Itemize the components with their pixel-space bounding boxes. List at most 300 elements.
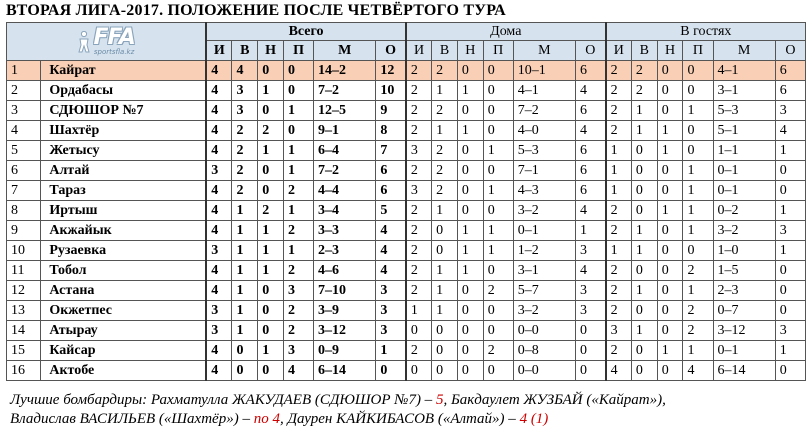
all-stat-cell: 8 — [376, 121, 406, 141]
all-stat-cell: 1 — [258, 141, 284, 161]
away-stat-cell: 1 — [606, 141, 632, 161]
all-stat-cell: 1 — [283, 101, 313, 121]
home-stat-cell: 4–1 — [513, 81, 575, 101]
col-header-home-0: И — [406, 41, 432, 61]
home-stat-cell: 0–8 — [513, 341, 575, 361]
all-stat-cell: 0 — [232, 341, 258, 361]
all-stat-cell: 0 — [258, 361, 284, 381]
group-all: Всего — [206, 23, 406, 41]
col-header-all-4: М — [314, 41, 376, 61]
all-stat-cell: 14–2 — [314, 61, 376, 81]
home-stat-cell: 1 — [432, 281, 458, 301]
home-stat-cell: 0 — [457, 101, 483, 121]
table-row — [7, 321, 806, 341]
all-stat-cell: 9–1 — [314, 121, 376, 141]
home-stat-cell: 2 — [432, 161, 458, 181]
home-stat-cell: 0 — [483, 81, 513, 101]
all-stat-cell: 2–3 — [314, 241, 376, 261]
all-stat-cell: 1 — [232, 241, 258, 261]
all-stat-cell: 7–10 — [314, 281, 376, 301]
all-stat-cell: 1 — [258, 221, 284, 241]
all-stat-cell: 2 — [232, 141, 258, 161]
scorers-text-2: , Бакдаулет ЖУЗБАЙ («Кайрат»), — [443, 392, 666, 408]
position-cell: 6 — [7, 161, 41, 181]
team-name-cell: Алтай — [41, 161, 206, 181]
home-stat-cell: 0 — [432, 321, 458, 341]
position-cell: 14 — [7, 321, 41, 341]
col-header-home-4: М — [513, 41, 575, 61]
col-header-away-2: Н — [657, 41, 683, 61]
position-cell: 3 — [7, 101, 41, 121]
away-stat-cell: 0 — [657, 161, 683, 181]
away-stat-cell: 1–5 — [713, 261, 775, 281]
all-stat-cell: 4 — [206, 261, 232, 281]
home-stat-cell: 2 — [483, 281, 513, 301]
home-stat-cell: 3 — [576, 281, 606, 301]
all-stat-cell: 6 — [376, 161, 406, 181]
away-stat-cell: 3 — [775, 221, 805, 241]
team-name-cell: Актобе — [41, 361, 206, 381]
col-header-away-4: М — [713, 41, 775, 61]
away-stat-cell: 2 — [606, 281, 632, 301]
position-cell: 5 — [7, 141, 41, 161]
home-stat-cell: 0 — [483, 61, 513, 81]
all-stat-cell: 6–4 — [314, 141, 376, 161]
standings-table — [6, 22, 806, 381]
away-stat-cell: 3 — [775, 321, 805, 341]
away-stat-cell: 0 — [631, 141, 657, 161]
scorers-text-3: Владислав ВАСИЛЬЕВ («Шахтёр») – — [10, 411, 254, 427]
away-stat-cell: 0 — [657, 221, 683, 241]
home-stat-cell: 2 — [406, 261, 432, 281]
away-stat-cell: 2–3 — [713, 281, 775, 301]
all-stat-cell: 4 — [206, 101, 232, 121]
all-stat-cell: 0 — [258, 161, 284, 181]
home-stat-cell: 0 — [457, 201, 483, 221]
away-stat-cell: 0 — [657, 101, 683, 121]
all-stat-cell: 1 — [283, 201, 313, 221]
away-stat-cell: 0 — [775, 281, 805, 301]
all-stat-cell: 3 — [232, 81, 258, 101]
home-stat-cell: 0 — [432, 341, 458, 361]
all-stat-cell: 1 — [232, 261, 258, 281]
away-stat-cell: 0 — [631, 161, 657, 181]
away-stat-cell: 2 — [606, 221, 632, 241]
home-stat-cell: 1 — [432, 301, 458, 321]
home-stat-cell: 1 — [483, 241, 513, 261]
home-stat-cell: 5–7 — [513, 281, 575, 301]
all-stat-cell: 4 — [206, 281, 232, 301]
all-stat-cell: 4 — [206, 361, 232, 381]
home-stat-cell: 0–1 — [513, 221, 575, 241]
all-stat-cell: 1 — [258, 341, 284, 361]
home-stat-cell: 3 — [576, 301, 606, 321]
col-header-home-3: П — [483, 41, 513, 61]
team-name-cell: СДЮШОР №7 — [41, 101, 206, 121]
all-stat-cell: 0 — [258, 321, 284, 341]
home-stat-cell: 3 — [576, 241, 606, 261]
table-row — [7, 301, 806, 321]
home-stat-cell: 1 — [457, 241, 483, 261]
position-cell: 16 — [7, 361, 41, 381]
home-stat-cell: 4–3 — [513, 181, 575, 201]
standings-body — [7, 61, 806, 381]
all-stat-cell: 3 — [206, 301, 232, 321]
all-stat-cell: 3 — [376, 321, 406, 341]
all-stat-cell: 7 — [376, 141, 406, 161]
away-stat-cell: 0 — [775, 261, 805, 281]
all-stat-cell: 6–14 — [314, 361, 376, 381]
all-stat-cell: 0 — [283, 61, 313, 81]
all-stat-cell: 1 — [232, 301, 258, 321]
all-stat-cell: 1 — [376, 341, 406, 361]
team-name-cell: Иртыш — [41, 201, 206, 221]
scorers-goals-1: 5 — [435, 392, 444, 408]
col-header-away-5: О — [775, 41, 805, 61]
away-stat-cell: 0 — [631, 341, 657, 361]
home-stat-cell: 2 — [406, 101, 432, 121]
home-stat-cell: 2 — [432, 61, 458, 81]
all-stat-cell: 4 — [206, 201, 232, 221]
table-row — [7, 81, 806, 101]
home-stat-cell: 1 — [457, 121, 483, 141]
away-stat-cell: 1 — [657, 121, 683, 141]
all-stat-cell: 4 — [376, 261, 406, 281]
away-stat-cell: 1 — [683, 181, 713, 201]
home-stat-cell: 1 — [483, 221, 513, 241]
home-stat-cell: 0 — [483, 121, 513, 141]
home-stat-cell: 1 — [483, 141, 513, 161]
home-stat-cell: 0 — [483, 161, 513, 181]
logo-cell — [7, 23, 207, 61]
home-stat-cell: 0 — [483, 101, 513, 121]
home-stat-cell: 1 — [432, 121, 458, 141]
away-stat-cell: 3–2 — [713, 221, 775, 241]
away-stat-cell: 0 — [657, 321, 683, 341]
all-stat-cell: 2 — [232, 181, 258, 201]
away-stat-cell: 1 — [631, 121, 657, 141]
scorers-goals-2: по 4 — [253, 411, 280, 427]
all-stat-cell: 4 — [206, 141, 232, 161]
away-stat-cell: 1 — [631, 241, 657, 261]
page-title: ВТОРАЯ ЛИГА-2017. ПОЛОЖЕНИЕ ПОСЛЕ ЧЕТВЁРТОГО ТУРА — [6, 2, 506, 19]
away-stat-cell: 0 — [631, 181, 657, 201]
away-stat-cell: 0 — [683, 81, 713, 101]
home-stat-cell: 2 — [406, 341, 432, 361]
team-name-cell: Тараз — [41, 181, 206, 201]
home-stat-cell: 0 — [457, 321, 483, 341]
all-stat-cell: 3 — [232, 101, 258, 121]
all-stat-cell: 3 — [376, 281, 406, 301]
away-stat-cell: 0 — [775, 361, 805, 381]
all-stat-cell: 1 — [283, 141, 313, 161]
team-name-cell: Астана — [41, 281, 206, 301]
away-stat-cell: 1 — [631, 321, 657, 341]
all-stat-cell: 4 — [206, 81, 232, 101]
all-stat-cell: 0 — [283, 121, 313, 141]
position-cell: 12 — [7, 281, 41, 301]
col-header-all-3: П — [283, 41, 313, 61]
home-stat-cell: 3–2 — [513, 301, 575, 321]
group-away: В гостях — [606, 23, 806, 41]
all-stat-cell: 3 — [206, 161, 232, 181]
home-stat-cell: 3–2 — [513, 201, 575, 221]
away-stat-cell: 0 — [657, 361, 683, 381]
all-stat-cell: 7–2 — [314, 161, 376, 181]
home-stat-cell: 2 — [432, 101, 458, 121]
all-stat-cell: 3 — [283, 281, 313, 301]
away-stat-cell: 2 — [606, 301, 632, 321]
all-stat-cell: 9 — [376, 101, 406, 121]
table-row — [7, 141, 806, 161]
away-stat-cell: 1 — [683, 201, 713, 221]
away-stat-cell: 1 — [683, 221, 713, 241]
all-stat-cell: 12–5 — [314, 101, 376, 121]
home-stat-cell: 4 — [576, 201, 606, 221]
home-stat-cell: 1 — [457, 81, 483, 101]
all-stat-cell: 0 — [232, 361, 258, 381]
home-stat-cell: 0 — [432, 221, 458, 241]
home-stat-cell: 6 — [576, 181, 606, 201]
home-stat-cell: 0 — [457, 141, 483, 161]
home-stat-cell: 1 — [406, 301, 432, 321]
home-stat-cell: 0 — [457, 61, 483, 81]
home-stat-cell: 0 — [483, 201, 513, 221]
position-cell: 11 — [7, 261, 41, 281]
home-stat-cell: 6 — [576, 161, 606, 181]
all-stat-cell: 2 — [258, 201, 284, 221]
home-stat-cell: 3 — [406, 141, 432, 161]
all-stat-cell: 3 — [206, 321, 232, 341]
home-stat-cell: 0 — [483, 361, 513, 381]
col-header-all-2: Н — [258, 41, 284, 61]
away-stat-cell: 0 — [657, 61, 683, 81]
all-stat-cell: 2 — [258, 121, 284, 141]
home-stat-cell: 4 — [576, 81, 606, 101]
away-stat-cell: 1 — [606, 241, 632, 261]
team-name-cell: Кайсар — [41, 341, 206, 361]
away-stat-cell: 1 — [683, 101, 713, 121]
away-stat-cell: 1 — [683, 341, 713, 361]
away-stat-cell: 2 — [683, 301, 713, 321]
table-row — [7, 341, 806, 361]
top-scorers-note — [10, 391, 806, 429]
away-stat-cell: 5–3 — [713, 101, 775, 121]
all-stat-cell: 1 — [258, 261, 284, 281]
away-stat-cell: 1 — [631, 221, 657, 241]
all-stat-cell: 4 — [376, 221, 406, 241]
all-stat-cell: 4 — [232, 61, 258, 81]
all-stat-cell: 3–3 — [314, 221, 376, 241]
team-name-cell: Тобол — [41, 261, 206, 281]
away-stat-cell: 2 — [606, 201, 632, 221]
all-stat-cell: 3 — [283, 341, 313, 361]
table-row — [7, 121, 806, 141]
home-stat-cell: 0 — [483, 301, 513, 321]
home-stat-cell: 0 — [576, 341, 606, 361]
away-stat-cell: 2 — [606, 121, 632, 141]
away-stat-cell: 0 — [683, 141, 713, 161]
away-stat-cell: 0 — [657, 281, 683, 301]
team-name-cell: Жетысу — [41, 141, 206, 161]
logo-text: FFA — [93, 24, 135, 50]
team-name-cell: Кайрат — [41, 61, 206, 81]
away-stat-cell: 0 — [657, 261, 683, 281]
away-stat-cell: 3 — [775, 101, 805, 121]
player-icon — [77, 31, 91, 53]
home-stat-cell: 0–0 — [513, 361, 575, 381]
all-stat-cell: 3 — [206, 241, 232, 261]
away-stat-cell: 1 — [683, 281, 713, 301]
home-stat-cell: 6 — [576, 141, 606, 161]
home-stat-cell: 0 — [483, 261, 513, 281]
col-header-all-0: И — [206, 41, 232, 61]
home-stat-cell: 0 — [576, 321, 606, 341]
home-stat-cell: 3 — [406, 181, 432, 201]
away-stat-cell: 1 — [775, 341, 805, 361]
away-stat-cell: 4–1 — [713, 61, 775, 81]
away-stat-cell: 1 — [657, 141, 683, 161]
home-stat-cell: 4 — [576, 261, 606, 281]
all-stat-cell: 0 — [376, 361, 406, 381]
home-stat-cell: 0 — [457, 181, 483, 201]
table-row — [7, 181, 806, 201]
away-stat-cell: 2 — [631, 81, 657, 101]
home-stat-cell: 2 — [406, 161, 432, 181]
home-stat-cell: 7–1 — [513, 161, 575, 181]
home-stat-cell: 2 — [406, 241, 432, 261]
home-stat-cell: 2 — [406, 81, 432, 101]
all-stat-cell: 4 — [206, 61, 232, 81]
away-stat-cell: 4 — [606, 361, 632, 381]
all-stat-cell: 4 — [206, 121, 232, 141]
home-stat-cell: 5–3 — [513, 141, 575, 161]
home-stat-cell: 1 — [432, 261, 458, 281]
team-name-cell: Шахтёр — [41, 121, 206, 141]
position-cell: 15 — [7, 341, 41, 361]
all-stat-cell: 3–4 — [314, 201, 376, 221]
scorers-text-1: Лучшие бомбардиры: Рахматулла ЖАКУДАЕВ (СДЮШОР №7) – — [10, 392, 436, 408]
home-stat-cell: 0 — [483, 321, 513, 341]
scorers-text-4: , Даурен КАЙКИБАСОВ («Алтай») – — [279, 411, 520, 427]
team-name-cell: Окжетпес — [41, 301, 206, 321]
table-row — [7, 361, 806, 381]
col-header-all-1: В — [232, 41, 258, 61]
all-stat-cell: 3 — [376, 301, 406, 321]
home-stat-cell: 0 — [457, 361, 483, 381]
all-stat-cell: 4–4 — [314, 181, 376, 201]
table-row — [7, 281, 806, 301]
all-stat-cell: 2 — [232, 121, 258, 141]
all-stat-cell: 2 — [232, 161, 258, 181]
away-stat-cell: 2 — [606, 341, 632, 361]
all-stat-cell: 1 — [283, 161, 313, 181]
all-stat-cell: 0 — [283, 81, 313, 101]
all-stat-cell: 1 — [283, 241, 313, 261]
away-stat-cell: 0 — [631, 361, 657, 381]
logo-subtext: sportsfla.kz — [93, 47, 135, 56]
position-cell: 4 — [7, 121, 41, 141]
team-name-cell: Акжайык — [41, 221, 206, 241]
col-header-away-1: В — [631, 41, 657, 61]
home-stat-cell: 1–2 — [513, 241, 575, 261]
away-stat-cell: 1 — [775, 141, 805, 161]
away-stat-cell: 1 — [683, 161, 713, 181]
position-cell: 8 — [7, 201, 41, 221]
away-stat-cell: 2 — [631, 61, 657, 81]
home-stat-cell: 0 — [406, 321, 432, 341]
away-stat-cell: 3–12 — [713, 321, 775, 341]
home-stat-cell: 1 — [457, 221, 483, 241]
away-stat-cell: 0–7 — [713, 301, 775, 321]
away-stat-cell: 2 — [606, 61, 632, 81]
home-stat-cell: 2 — [406, 201, 432, 221]
away-stat-cell: 6–14 — [713, 361, 775, 381]
home-stat-cell: 4–0 — [513, 121, 575, 141]
table-row — [7, 221, 806, 241]
home-stat-cell: 10–1 — [513, 61, 575, 81]
away-stat-cell: 1–0 — [713, 241, 775, 261]
home-stat-cell: 2 — [406, 281, 432, 301]
table-row — [7, 241, 806, 261]
all-stat-cell: 1 — [232, 281, 258, 301]
team-name-cell: Атырау — [41, 321, 206, 341]
away-stat-cell: 2 — [606, 101, 632, 121]
away-stat-cell: 1 — [657, 341, 683, 361]
group-home: Дома — [406, 23, 606, 41]
away-stat-cell: 6 — [775, 61, 805, 81]
all-stat-cell: 1 — [232, 201, 258, 221]
away-stat-cell: 1 — [606, 161, 632, 181]
away-stat-cell: 1 — [775, 201, 805, 221]
position-cell: 1 — [7, 61, 41, 81]
team-name-cell: Рузаевка — [41, 241, 206, 261]
all-stat-cell: 10 — [376, 81, 406, 101]
away-stat-cell: 0–1 — [713, 181, 775, 201]
home-stat-cell: 6 — [576, 61, 606, 81]
away-stat-cell: 0 — [683, 241, 713, 261]
away-stat-cell: 4 — [775, 121, 805, 141]
all-stat-cell: 6 — [376, 181, 406, 201]
col-header-home-1: В — [432, 41, 458, 61]
all-stat-cell: 0 — [258, 101, 284, 121]
home-stat-cell: 2 — [406, 121, 432, 141]
away-stat-cell: 3–1 — [713, 81, 775, 101]
away-stat-cell: 0 — [631, 201, 657, 221]
position-cell: 13 — [7, 301, 41, 321]
away-stat-cell: 0 — [775, 181, 805, 201]
home-stat-cell: 0 — [457, 341, 483, 361]
all-stat-cell: 4–6 — [314, 261, 376, 281]
away-stat-cell: 4 — [683, 361, 713, 381]
col-header-home-5: О — [576, 41, 606, 61]
home-stat-cell: 1 — [457, 261, 483, 281]
all-stat-cell: 4 — [376, 241, 406, 261]
away-stat-cell: 0 — [683, 61, 713, 81]
all-stat-cell: 1 — [258, 241, 284, 261]
table-row — [7, 261, 806, 281]
table-row — [7, 101, 806, 121]
away-stat-cell: 0 — [631, 301, 657, 321]
away-stat-cell: 0 — [775, 161, 805, 181]
home-stat-cell: 2 — [432, 181, 458, 201]
away-stat-cell: 0 — [657, 81, 683, 101]
away-stat-cell: 0 — [775, 301, 805, 321]
all-stat-cell: 2 — [283, 301, 313, 321]
away-stat-cell: 0–1 — [713, 341, 775, 361]
all-stat-cell: 0 — [258, 181, 284, 201]
all-stat-cell: 0–9 — [314, 341, 376, 361]
